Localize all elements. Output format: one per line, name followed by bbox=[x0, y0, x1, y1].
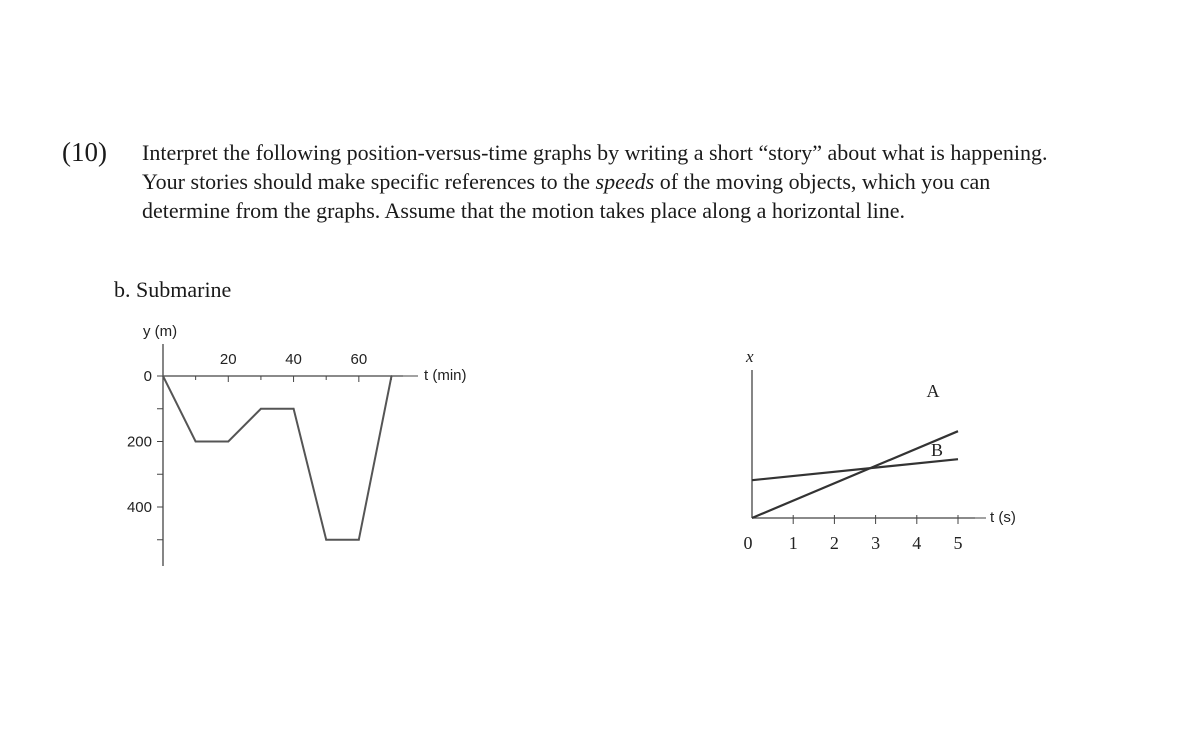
x-tick-label: 4 bbox=[912, 533, 922, 553]
x-tick-label: 40 bbox=[285, 351, 302, 368]
prompt-line-1: Interpret the following position-versus-time graphs by writing a short “story” about what is happening. bbox=[142, 140, 1048, 165]
x-tick-label: 60 bbox=[350, 351, 368, 368]
x-tick-label: 3 bbox=[871, 533, 881, 553]
y-tick-label: 400 bbox=[126, 499, 152, 516]
x-tick-label: 5 bbox=[953, 533, 963, 553]
prompt-emphasis-speeds: speeds bbox=[595, 169, 655, 194]
y-tick-label: 200 bbox=[126, 433, 152, 451]
prompt-line-2-start: Your stories should make specific references to the bbox=[142, 169, 596, 194]
series-a-label: A bbox=[926, 381, 940, 401]
prompt-line-3: determine from the graphs. Assume that the motion takes place along a horizontal line. bbox=[142, 198, 906, 223]
y-tick-label: 0 bbox=[143, 368, 152, 385]
x-tick-label: 2 bbox=[829, 533, 839, 553]
x-tick-label: 0 bbox=[743, 533, 753, 553]
series-b-line bbox=[752, 459, 958, 480]
part-b-label: b. Submarine bbox=[114, 277, 232, 302]
y-axis-label: y (m) bbox=[143, 323, 178, 340]
series-b-label: B bbox=[930, 440, 944, 460]
x-axis-label: t (min) bbox=[424, 367, 467, 384]
series-a-line bbox=[752, 431, 958, 518]
prompt-line-2-end: of the moving objects, which you can bbox=[654, 169, 991, 194]
y-axis-label: x bbox=[746, 347, 754, 366]
x-tick-label: 20 bbox=[219, 351, 237, 368]
question-number: (10) bbox=[62, 137, 107, 167]
x-tick-label: 1 bbox=[788, 533, 798, 553]
x-axis-label: t (s) bbox=[990, 509, 1016, 526]
